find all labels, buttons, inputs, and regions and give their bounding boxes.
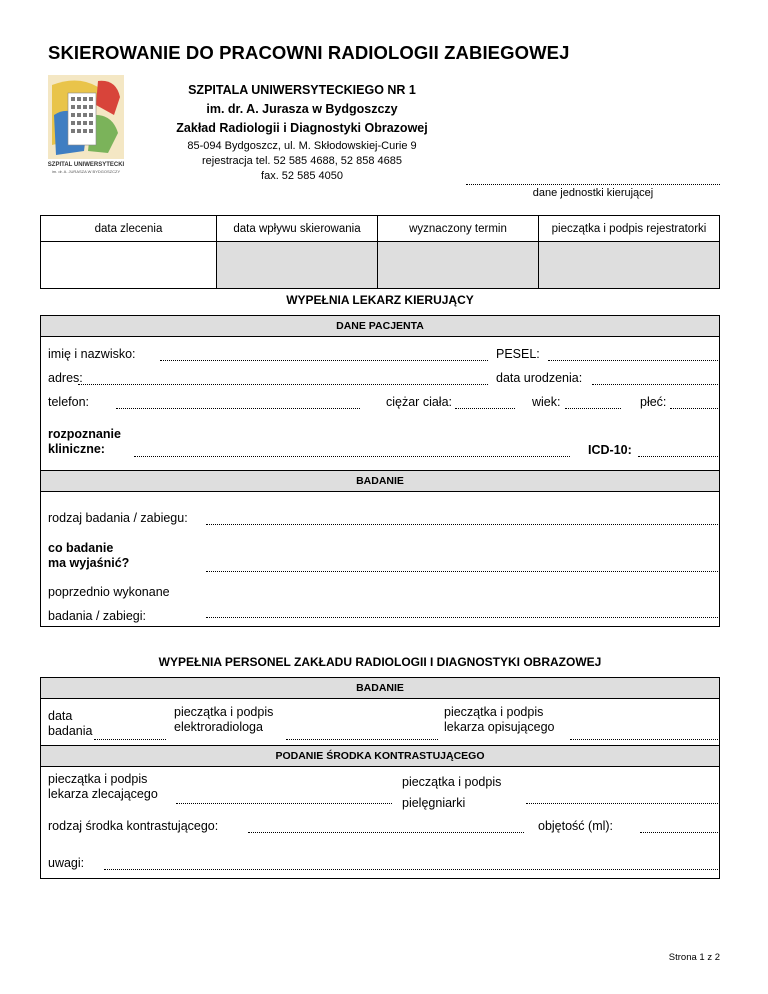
staff-section-title: WYPEŁNIA PERSONEL ZAKŁADU RADIOLOGII I DIAGNOSTYKI OBRAZOWEJ bbox=[158, 655, 602, 669]
document-title: SKIEROWANIE DO PRACOWNI RADIOLOGII ZABIEGOWEJ bbox=[48, 42, 570, 63]
explain-label-line1: co badanie bbox=[48, 541, 114, 555]
age-field[interactable] bbox=[565, 408, 621, 409]
icd10-field[interactable] bbox=[638, 456, 720, 457]
exam-date-label-line1: data bbox=[48, 709, 73, 723]
radiographer-stamp-label-line2: elektroradiologa bbox=[174, 720, 263, 734]
weight-label: ciężar ciała: bbox=[386, 395, 452, 409]
describing-doctor-label-line1: pieczątka i podpis bbox=[444, 705, 544, 719]
radiographer-stamp-field[interactable] bbox=[286, 739, 438, 740]
registration-header-order-date: data zlecenia bbox=[41, 216, 217, 242]
pesel-field[interactable] bbox=[548, 360, 720, 361]
registration-header-received-date: data wpływu skierowania bbox=[217, 216, 378, 242]
patient-name-field[interactable] bbox=[160, 360, 488, 361]
logo-text-line2: im. dr. A. JURASZA W BYDGOSZCZY bbox=[51, 169, 121, 174]
exam-date-field[interactable] bbox=[94, 739, 166, 740]
exam-type-label: rodzaj badania / zabiegu: bbox=[48, 511, 188, 525]
ordering-doctor-label-line1: pieczątka i podpis bbox=[48, 772, 148, 786]
diagnosis-label-line1: rozpoznanie bbox=[48, 427, 121, 441]
contrast-header: PODANIE ŚRODKA KONTRASTUJĄCEGO bbox=[40, 745, 720, 767]
previous-exams-label-line2: badania / zabiegi: bbox=[48, 609, 146, 623]
exam-type-field[interactable] bbox=[206, 524, 720, 525]
patient-name-label: imię i nazwisko: bbox=[48, 347, 136, 361]
page-number: Strona 1 z 2 bbox=[668, 952, 720, 963]
referring-unit-field[interactable] bbox=[466, 184, 720, 185]
hospital-name-line2: im. dr. A. Jurasza w Bydgoszczy bbox=[206, 102, 398, 116]
address-field[interactable] bbox=[78, 384, 488, 385]
phone-field[interactable] bbox=[116, 408, 360, 409]
doctor-section-title: WYPEŁNIA LEKARZ KIERUJĄCY bbox=[286, 293, 474, 307]
hospital-fax: fax. 52 585 4050 bbox=[261, 170, 343, 182]
explain-field[interactable] bbox=[206, 571, 720, 572]
sex-field[interactable] bbox=[670, 408, 720, 409]
explain-label bbox=[48, 541, 129, 571]
birthdate-label: data urodzenia: bbox=[496, 371, 583, 385]
previous-exams-field[interactable] bbox=[206, 617, 720, 618]
describing-doctor-label bbox=[444, 705, 555, 735]
nurse-stamp-label-line2: pielęgniarki bbox=[402, 796, 466, 810]
diagnosis-label bbox=[48, 427, 121, 457]
hospital-phone: rejestracja tel. 52 585 4688, 52 858 4685 bbox=[202, 155, 402, 167]
ordering-doctor-field[interactable] bbox=[176, 803, 392, 804]
describing-doctor-label-line2: lekarza opisującego bbox=[444, 720, 555, 734]
explain-label-line2: ma wyjaśnić? bbox=[48, 556, 130, 570]
previous-exams-label-line1: poprzednio wykonane bbox=[48, 585, 170, 599]
nurse-stamp-label-line1: pieczątka i podpis bbox=[402, 775, 502, 789]
registration-table bbox=[40, 215, 720, 289]
age-label: wiek: bbox=[532, 395, 561, 409]
hospital-name bbox=[150, 81, 454, 138]
ordering-doctor-label-line2: lekarza zlecającego bbox=[48, 787, 158, 801]
diagnosis-label-line2: kliniczne: bbox=[48, 442, 105, 456]
contrast-type-field[interactable] bbox=[248, 832, 524, 833]
registration-cell-registrar-stamp[interactable] bbox=[539, 242, 720, 289]
nurse-stamp-label bbox=[402, 772, 501, 814]
notes-label: uwagi: bbox=[48, 856, 85, 870]
registration-cell-order-date[interactable] bbox=[41, 242, 217, 289]
radiographer-stamp-label-line1: pieczątka i podpis bbox=[174, 705, 274, 719]
notes-field[interactable] bbox=[104, 869, 720, 870]
sex-label: płeć: bbox=[640, 395, 667, 409]
logo-text-line1: SZPITAL UNIWERSYTECKI bbox=[48, 162, 124, 168]
address-label: adres: bbox=[48, 371, 83, 385]
patient-data-header: DANE PACJENTA bbox=[40, 315, 720, 337]
referring-unit-label: dane jednostki kierującej bbox=[532, 187, 654, 199]
hospital-logo bbox=[48, 75, 124, 175]
birthdate-field[interactable] bbox=[592, 384, 720, 385]
volume-label: objętość (ml): bbox=[538, 819, 614, 833]
volume-field[interactable] bbox=[640, 832, 720, 833]
nurse-stamp-field[interactable] bbox=[526, 803, 720, 804]
hospital-name-line1: SZPITALA UNIWERSYTECKIEGO NR 1 bbox=[188, 83, 416, 97]
contrast-type-label: rodzaj środka kontrastującego: bbox=[48, 819, 219, 833]
registration-header-appointment: wyznaczony termin bbox=[378, 216, 539, 242]
radiographer-stamp-label bbox=[174, 705, 273, 735]
exam-date-label bbox=[48, 709, 93, 739]
diagnosis-field[interactable] bbox=[134, 456, 570, 457]
pesel-label: PESEL: bbox=[496, 347, 540, 361]
registration-header-registrar-stamp: pieczątka i podpis rejestratorki bbox=[539, 216, 720, 242]
hospital-name-line3: Zakład Radiologii i Diagnostyki Obrazowej bbox=[176, 121, 428, 135]
hospital-address: 85-094 Bydgoszcz, ul. M. Skłodowskiej-Curie 9 bbox=[187, 140, 417, 152]
weight-field[interactable] bbox=[455, 408, 515, 409]
icd10-label: ICD-10: bbox=[588, 443, 632, 457]
previous-exams-label bbox=[48, 580, 170, 628]
describing-doctor-field[interactable] bbox=[570, 739, 720, 740]
hospital-contact bbox=[150, 139, 454, 184]
registration-cell-appointment[interactable] bbox=[378, 242, 539, 289]
registration-cell-received-date[interactable] bbox=[217, 242, 378, 289]
staff-exam-header: BADANIE bbox=[40, 677, 720, 699]
ordering-doctor-label bbox=[48, 772, 158, 802]
phone-label: telefon: bbox=[48, 395, 90, 409]
exam-date-label-line2: badania bbox=[48, 724, 93, 738]
exam-header: BADANIE bbox=[40, 470, 720, 492]
